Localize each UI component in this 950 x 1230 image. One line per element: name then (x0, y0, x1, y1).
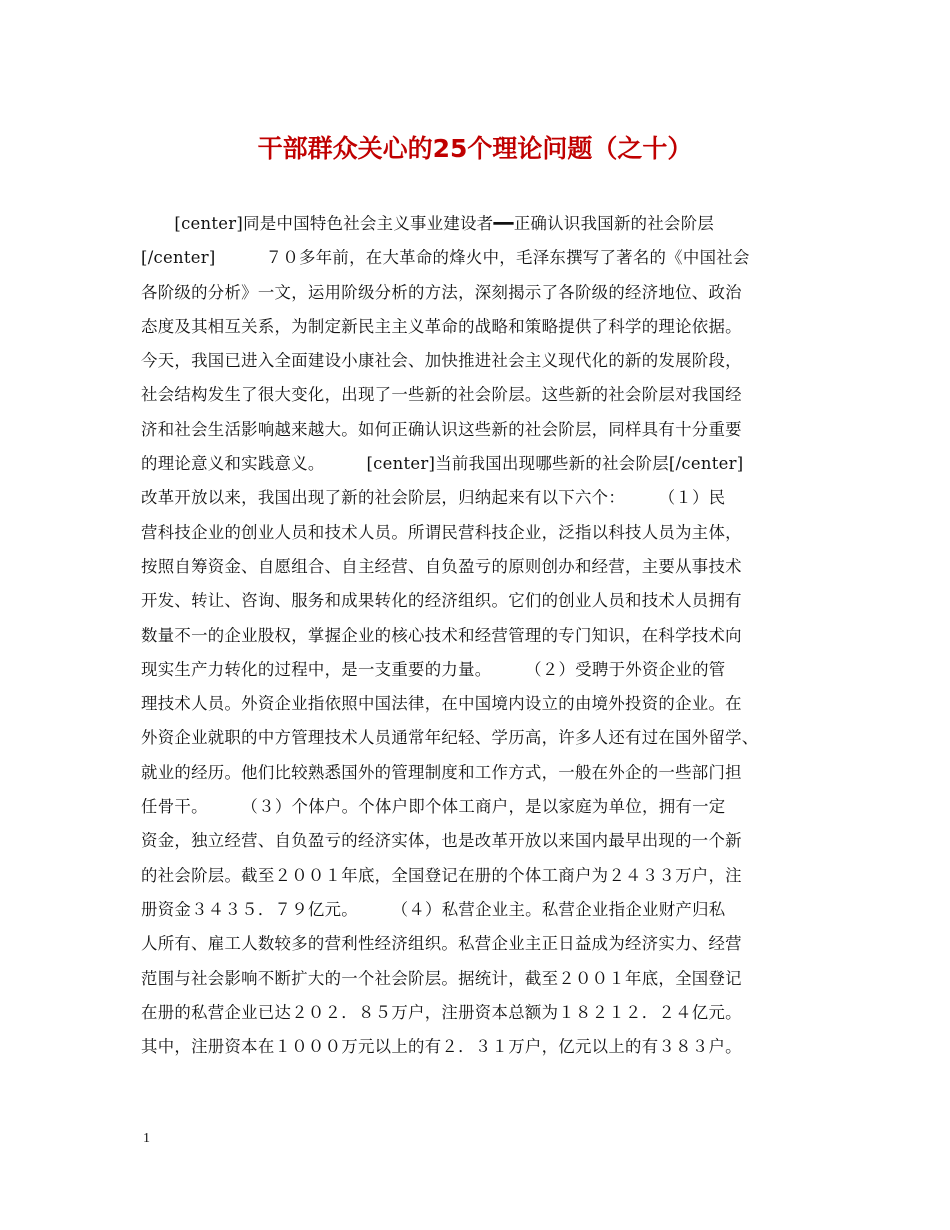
body-line: 态度及其相互关系，为制定新民主主义革命的战略和策略提供了科学的理论依据。 (141, 316, 742, 336)
body-line: 其中，注册资本在１０００万元以上的有２．３１万户，亿元以上的有３８３户。 (141, 1037, 742, 1057)
body-line: 外资企业就职的中方管理技术人员通常年纪轻、学历高，许多人还有过在国外留学、 (141, 728, 759, 748)
body-line: 社会结构发生了很大变化，出现了一些新的社会阶层。这些新的社会阶层对我国经 (141, 385, 742, 405)
body-line: [/center] ７０多年前，在大革命的烽火中，毛泽东撰写了著名的《中国社会 (141, 248, 750, 268)
body-line: 理技术人员。外资企业指依照中国法律，在中国境内设立的由境外投资的企业。在 (141, 694, 742, 714)
body-line: 在册的私营企业已达２０２．８５万户，注册资本总额为１８２１２．２４亿元。 (141, 1002, 742, 1022)
body-line: 就业的经历。他们比较熟悉国外的管理制度和工作方式，一般在外企的一些部门担 (141, 762, 742, 782)
body-line: 人所有、雇工人数较多的营利性经济组织。私营企业主正日益成为经济实力、经营 (141, 934, 742, 954)
body-line: 册资金３４３５．７９亿元。 （４）私营企业主。私营企业指企业财产归私 (141, 899, 726, 919)
document-title: 干部群众关心的25个理论问题（之十） (257, 134, 693, 163)
body-line: 开发、转让、咨询、服务和成果转化的经济组织。它们的创业人员和技术人员拥有 (141, 591, 742, 611)
body-line: 改革开放以来，我国出现了新的社会阶层，归纳起来有以下六个： （１）民 (141, 488, 726, 508)
body-line: 范围与社会影响不断扩大的一个社会阶层。据统计，截至２００１年底，全国登记 (141, 968, 742, 988)
document-body (141, 207, 831, 1064)
body-line: 各阶级的分析》一文，运用阶级分析的方法，深刻揭示了各阶级的经济地位、政治 (141, 282, 742, 302)
body-line: 资金，独立经营、自负盈亏的经济实体，也是改革开放以来国内最早出现的一个新 (141, 831, 742, 851)
body-line: [center]同是中国特色社会主义事业建设者━━正确认识我国新的社会阶层 (141, 214, 715, 233)
body-line: 济和社会生活影响越来越大。如何正确认识这些新的社会阶层，同样具有十分重要 (141, 419, 742, 439)
body-line: 今天，我国已进入全面建设小康社会、加快推进社会主义现代化的新的发展阶段， (141, 351, 742, 371)
body-line: 任骨干。 （３）个体户。个体户即个体工商户，是以家庭为单位，拥有一定 (141, 797, 726, 817)
body-line: 营科技企业的创业人员和技术人员。所谓民营科技企业，泛指以科技人员为主体， (141, 522, 742, 542)
body-line: 数量不一的企业股权，掌握企业的核心技术和经营管理的专门知识，在科学技术向 (141, 625, 742, 645)
body-line: 的社会阶层。截至２００１年底，全国登记在册的个体工商户为２４３３万户，注 (141, 865, 742, 885)
body-line: 的理论意义和实践意义。 [center]当前我国出现哪些新的社会阶层[/center] (141, 454, 744, 474)
page-number: 1 (143, 1131, 150, 1146)
body-line: 现实生产力转化的过程中，是一支重要的力量。 （２）受聘于外资企业的管 (141, 659, 726, 679)
body-line: 按照自筹资金、自愿组合、自主经营、自负盈亏的原则创办和经营，主要从事技术 (141, 556, 742, 576)
